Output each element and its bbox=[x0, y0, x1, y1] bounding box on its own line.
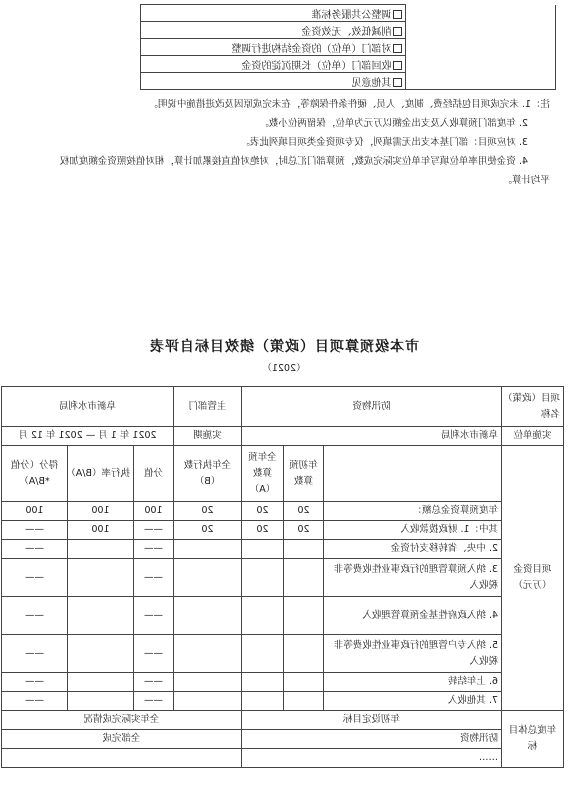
fund-section-label: 项目资金（万元） bbox=[502, 446, 564, 711]
project-name-label: 项目（政策）名称 bbox=[502, 387, 564, 427]
goal-row: …… bbox=[1, 749, 563, 768]
table-row: 4. 纳入政府性基金预算管理收入 —— —— bbox=[1, 597, 563, 635]
checkbox-icon bbox=[394, 78, 403, 87]
period-value: 2021 年 1 月 — 2021 年 12 月 bbox=[1, 427, 173, 446]
page-title: 市本级预算项目（政策）绩效目标自评表 bbox=[149, 339, 419, 355]
option-row: 削减低效、无效资金 bbox=[141, 22, 406, 39]
table-row: 7. 其他收入 —— —— bbox=[1, 692, 563, 711]
table-row: 年度预算资金总额： 20 20 20 100 100 100 bbox=[1, 502, 563, 521]
blank-header bbox=[324, 446, 502, 502]
header-cell: 全年执行数（B） bbox=[173, 446, 241, 502]
note-line: 平均计算。 bbox=[502, 175, 550, 186]
header-cell: 年初预算数 bbox=[284, 446, 324, 502]
header-cell: 分值 bbox=[133, 446, 173, 502]
goal-header: 年初设定目标 bbox=[241, 711, 501, 730]
table-row: 2. 中央、省转移支付资金 —— —— bbox=[1, 540, 563, 559]
table-row: 其中：1. 财政拨款收入 20 20 20 —— 100 —— bbox=[1, 521, 563, 540]
adjustment-options-table bbox=[11, 4, 568, 90]
option-row: 对部门（单位）的资金结构进行调整 bbox=[141, 39, 406, 56]
table-row: 6. 上年结转 —— —— bbox=[1, 673, 563, 692]
note-line: 4. 资金使用率单位填写年单位实际完成数，预算部门汇总时，对绝对值直接累加计算，相对值按照资金额度加权 bbox=[59, 156, 528, 167]
project-name: 防汛物资 bbox=[241, 387, 501, 427]
impl-unit: 阜新市水利局 bbox=[241, 427, 501, 446]
checkbox-icon bbox=[394, 27, 403, 36]
header-cell: 执行率（B/A） bbox=[67, 446, 133, 502]
table-row: 5. 纳入专户管理的行政事业性收费等非税收入 —— —— bbox=[1, 635, 563, 673]
checkbox-icon bbox=[394, 61, 403, 70]
period-label: 实施期 bbox=[173, 427, 241, 446]
notes-block bbox=[40, 95, 550, 190]
header-cell: 得分（分值*B/A） bbox=[1, 446, 67, 502]
dept-value: 阜新市水利局 bbox=[1, 387, 173, 427]
checkbox-icon bbox=[394, 10, 403, 19]
goal-section-label: 年度总体目标 bbox=[502, 711, 564, 768]
header-cell: 全年预算数（A） bbox=[241, 446, 283, 502]
options-left-cell bbox=[406, 5, 556, 90]
goal-header: 全年实际完成情况 bbox=[1, 711, 241, 730]
dept-label: 主管部门 bbox=[173, 387, 241, 427]
goal-row: 防汛物资 全部完成 bbox=[1, 730, 563, 749]
option-row: 其他意见 bbox=[141, 73, 406, 90]
option-row: 调整公共服务标准 bbox=[141, 5, 406, 22]
note-line: 注：1. 未完成项目包括经费、制度、人员、硬件条件保障等，在未完成原因及改进措施中说明。 bbox=[148, 99, 550, 110]
option-row: 收回部门（单位）长期沉淀的资金 bbox=[141, 56, 406, 73]
evaluation-table bbox=[1, 386, 564, 768]
checkbox-icon bbox=[394, 44, 403, 53]
table-row: 3. 纳入预算管理的行政事业性收费等非税收入 —— —— bbox=[1, 559, 563, 597]
impl-label: 实施单位 bbox=[502, 427, 564, 446]
note-line: 3. 对应项目：部门基本支出无需填列，仅专项资金类项目填列此表。 bbox=[240, 137, 528, 148]
note-line: 2. 年度部门预算收入及支出金额以万元为单位，保留两位小数。 bbox=[259, 118, 528, 129]
page-subtitle: （2021） bbox=[262, 363, 306, 374]
